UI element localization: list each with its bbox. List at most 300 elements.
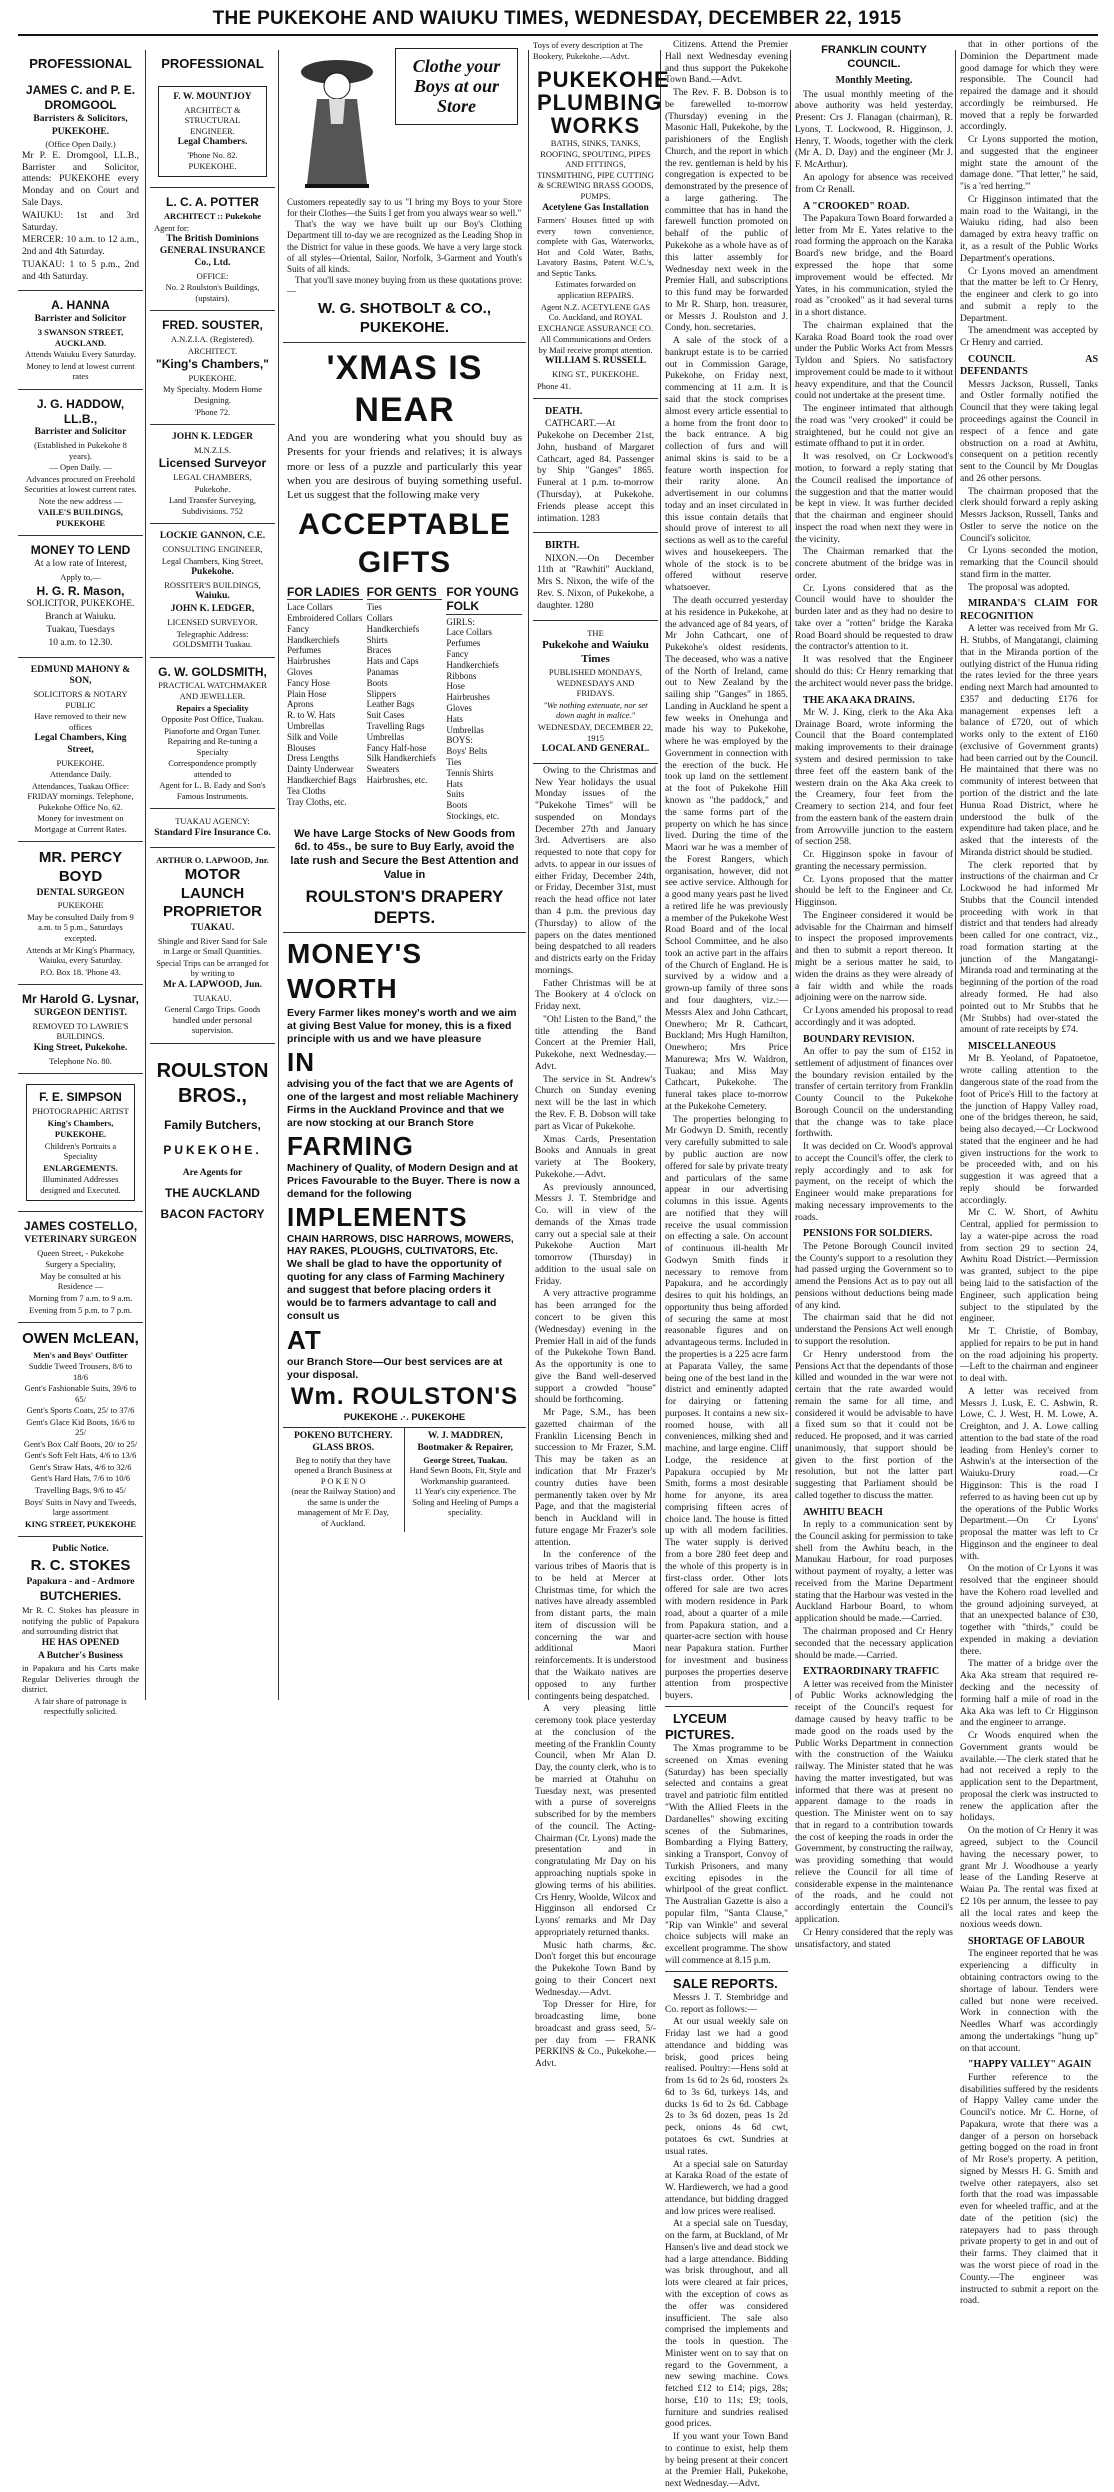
ad-ledger	[150, 425, 275, 524]
article-paragraph: Further reference to the disabilities suffered by the residents of Happy Valley came under the Council's notice. Mr C. Horne, of Papakura, wrote that there was a danger of a person on horseback getting bogged on the road in front of Mr Rose's property. A petition, signed by Messrs H. G. Smith and twelve other ratepayers, also set forth that the road was impassable even for wheeled traffic, and at the date of the petition (sic) the ratepayers had to pass through private property to get in and out of their farms. They claimed that it was the worst piece of road in the County.—The engineer was instructed to submit a report on the road.	[960, 2072, 1098, 2307]
ad-maddren	[405, 1428, 527, 1531]
notice-text: CATHCART.—At Pukekohe on December 21st, John, husband of Margaret Cathcart, aged 84. Passenger by Ship "Ganges" 1865. Funeral at 1 p.m. to-morrow (Thursday), at Pukekohe. Friends please accept this intimation. 1283	[537, 419, 654, 524]
ad-title: JOHN K. LEDGER	[171, 432, 254, 443]
gift-item: Sweaters	[366, 764, 400, 775]
article-paragraph: An apology for absence was received from Cr Renall.	[795, 173, 953, 195]
ad-line: Queen Street, - Pukekohe	[37, 1247, 124, 1258]
article-paragraph: The Papakura Town Board forwarded a letter from Mr E. Yates relative to the road forming the approach on the Karaka Board's new bridge, and the Board expressed the hope that some improvement would be effected. Mr Yates, in his communication, styled the road as "crooked" as it had several turns in a short distance.	[795, 213, 953, 319]
ad-title: JAMES C. and P. E. DROMGOOL	[25, 83, 136, 112]
article-paragraph: At a special sale on Tuesday, on the farm, at Buckland, of Mr Hansen's live and dead stock we had a large attendance. Bidding was brisk throughout, and all lots were cleared at fair prices, with the exception of cows as the offer was considered insufficient. The sale also comprised the implements and the tools in question. The Minister went on to say that on regard to the Government, a new sewing machine. Cows fetched £12 to £14; pigs, 28s; horse, £10 to 11s; £9; tools, furniture and sundries realised good prices.	[665, 2219, 788, 2430]
xmas-intro: And you are wondering what you should buy as Presents for your friends and relatives; it is always more or less of a puzzle and particularly this year when you are desirous of buying something useful. Let us suggest that the following make very	[287, 431, 522, 502]
column-council-continued	[960, 40, 1098, 2309]
ad-line: All Communications and Orders by Mail receive prompt attention.	[538, 334, 653, 355]
ad-line: ARCHITECT.	[187, 345, 238, 356]
article-paragraph: Mr T. Christie, of Bombay, applied for repairs to be put in hand on the road adjoining his property.—Left to the chairman and engineer to deal with.	[960, 1327, 1098, 1385]
ad-title: POKENO BUTCHERY.	[293, 1431, 393, 1442]
notice-text: NIXON.—On December 11th at "Rawhiti" Auckland, Mrs S. Nixon, the wife of the Rev. S. Nixon, of Pukekohe, a daughter. 1280	[537, 553, 654, 611]
roulston-drapery: ROULSTON'S DRAPERY DEPTS.	[305, 887, 504, 928]
gift-item: Plain Hose	[287, 688, 327, 699]
section-subheading: COUNCIL AS DEFENDANTS	[960, 353, 1098, 378]
ad-line: BATHS, SINKS, TANKS, ROOFING, SPOUTING, PIPES AND FITTINGS, TINSMITHING, PIPE CUTTING & SCREWING BRASS GOODS, PUMPS.	[537, 138, 654, 201]
gift-item: Embroidered Collars	[287, 612, 363, 623]
ad-line: ENLARGEMENTS.	[43, 1162, 118, 1173]
ad-title: F. W. MOUNTJOY	[173, 92, 252, 103]
ad-line: OFFICE:	[196, 270, 229, 281]
gift-list-gents	[367, 585, 443, 822]
gift-item: Dress Lengths	[287, 753, 339, 764]
gift-item: Braces	[366, 645, 392, 656]
council-report	[795, 90, 953, 1952]
section-subheading: THE AKA AKA DRAINS.	[803, 694, 915, 706]
ad-title: MONEY TO LEND	[30, 543, 131, 558]
ad-title: Mr Harold G. Lysnar,	[22, 992, 139, 1007]
ad-line: A Butcher's Business	[38, 1650, 123, 1661]
gift-item: BOYS:	[446, 735, 473, 746]
ad-line: P.O. Box 18. 'Phone 43.	[40, 966, 121, 977]
article-paragraph: On the motion of Cr Henry it was agreed, subject to the Council having the necessary power, to grant Mr J. Woodhouse a yearly lease of the Landing Reserve at Waiau Pa. The rental was fixed at £2 10s per annum, the lessee to pay all the local rates and keep the noxious weeds down.	[960, 1826, 1098, 1931]
gift-item: Hats	[446, 778, 463, 789]
ad-title: ROULSTON BROS.,	[156, 1059, 269, 1107]
ad-line: THE AUCKLAND	[165, 1185, 260, 1200]
gift-item: Suit Cases	[366, 710, 405, 721]
gift-item: Gloves	[287, 666, 313, 677]
ad-line: General Cargo Trips. Goods handled under personal supervision.	[164, 1004, 261, 1036]
article-paragraph: The chairman proposed and Cr Henry seconded that the necessary application should be made.—Carried.	[795, 1627, 953, 1661]
ad-line: "King's Chambers,"	[156, 357, 269, 372]
article-paragraph: Cr Higginson intimated that the main road to the Waitangi, in the Waiuku riding, had also been damaged by extra heavy traffic on it, as a result of the Public Works Department's operations.	[960, 194, 1098, 264]
article-paragraph: A very pleasing little ceremony took place yesterday at the conclusion of the meeting of the Franklin County Council, when Mr Alan D. Day, the county clerk, who is to be married at Otahuhu on Tuesday next, was presented with a purse of sovereigns subscribed for by the members of the council. The Acting-Chairman (Cr. Lyons) made the presentation and in congratulating Mr Day on his approaching nuptials spoke in glowing terms of his abilities. Crs Henry, Woolde, Wilcox and Higginson all endorsed Cr Lyons' remarks and Mr Day appropriately returned thanks.	[535, 1704, 656, 1938]
ad-line: Pianoforte and Organ Tuner. Repairing and Re-tuning a Specialty	[164, 725, 261, 757]
ad-line: Hand Sewn Boots, Fit, Style and Workmanship guaranteed.	[409, 1465, 521, 1486]
bottom-ads-row	[283, 1428, 526, 1531]
advt-line: Toys of every description at The Bookery, Pukekohe.—Advt.	[533, 40, 643, 61]
gift-item: Tray Cloths, etc.	[287, 796, 347, 807]
column-plumbing-local	[533, 40, 670, 2074]
moneys-worth-headline: MONEY'S WORTH	[287, 938, 423, 1005]
ad-line: George Street, Tuakau.	[423, 1454, 508, 1465]
article-paragraph: Cr. Lyons considered that as the Council would have to shoulder the burden later and as they had no desire to take over a "rotten" bridge the Karaka Road Board should be requested to draw the contractor's attention to it.	[795, 583, 953, 653]
gift-item: Shirts	[366, 634, 388, 645]
moneys-worth-in: IN	[287, 1046, 315, 1077]
ad-line: May be consulted Daily from 9 a.m. to 5 p.m., Saturdays excepted.	[27, 911, 134, 943]
ad-line: (near the Railway Station) and the same is under the management of Mr F. Day,	[291, 1486, 396, 1518]
gift-item: Silk and Voile Blouses	[287, 731, 338, 753]
ad-title: A. HANNA	[51, 298, 110, 313]
ad-line: P O K E N O	[320, 1475, 366, 1486]
section-subheading: EXTRAORDINARY TRAFFIC	[803, 1666, 940, 1678]
ad-dromgool	[18, 76, 143, 291]
ad-line: Note the new address —	[38, 495, 123, 506]
ad-line: CONSULTING ENGINEER,	[162, 544, 263, 555]
professional-column-1	[18, 52, 143, 1724]
ad-lapwood	[150, 848, 275, 1044]
gift-item: Tea Cloths	[287, 785, 326, 796]
gift-item: Hairbrushes	[446, 692, 490, 703]
article-paragraph: The Chairman remarked that the concrete abutment of the bridge was in order.	[795, 547, 953, 581]
gift-item: Panamas	[366, 666, 399, 677]
column-divider	[790, 50, 791, 1700]
ad-line: KING STREET, PUKEKOHE	[24, 1518, 137, 1529]
ad-line: Acetylene Gas Installation	[542, 202, 649, 213]
ad-line: LICENSED SURVEYOR.	[167, 617, 258, 628]
ad-line: Gent's Straw Hats, 4/6 to 32/6	[29, 1461, 132, 1472]
ad-line: Boys' Suits in Navy and Tweeds, large assortment	[24, 1496, 137, 1518]
ad-line: Gent's Soft Felt Hats, 4/6 to 13/6	[24, 1450, 137, 1461]
article-paragraph: At our usual weekly sale on Friday last we had a good attendance and bidding was brisk, good prices being realised. Poultry:—Hens sold at from 1s 6d to 2s 6d, roosters 2s 6d to 3s 6d, turkeys 14s, and ducks 1s 6d to 2s 6d. Cabbage 2s to 3s 6d dozen, peas 1s 2d peck, onions 4s 6d cwt, potatoes 6s cwt. Sundries at usual rates.	[665, 2017, 788, 2157]
gift-item: Umbrellas	[446, 724, 484, 735]
ad-line: Barristers & Solicitors,	[33, 113, 128, 124]
article-paragraph: Citizens. Attend the Premier Hall next Wednesday evening and thus support the Pukekohe Town Band.—Advt.	[665, 40, 788, 86]
ad-line: ARCHITECT & STRUCTURAL ENGINEER.	[184, 104, 241, 136]
ad-line: M.N.Z.I.S.	[193, 444, 232, 455]
ad-line: Mr A. LAPWOOD, Jun.	[162, 979, 263, 990]
ad-line: 10 a.m. to 12.30.	[48, 637, 113, 648]
section-heading: LOCAL AND GENERAL.	[541, 744, 650, 755]
ad-line: Attendance Daily.	[49, 769, 112, 780]
clothe-headline: Clothe your Boys at our Store	[395, 48, 518, 125]
ad-line: WILLIAM S. RUSSELL	[544, 356, 647, 367]
masthead-rule	[18, 34, 1098, 36]
ad-line: Branch at Waiuku.	[45, 612, 116, 623]
ad-mclean	[18, 1323, 143, 1537]
ad-title: Standard Fire Insurance Co.	[154, 827, 271, 838]
article-paragraph: The chairman said that he did not understand the Pensions Act well enough to support the resolution.	[795, 1313, 953, 1347]
farming-headline: FARMING	[287, 1131, 414, 1162]
ad-line: 3 SWANSON STREET, AUCKLAND.	[37, 326, 124, 348]
ad-line: Suddie Tweed Trousers, 8/6 to 18/6	[28, 1361, 133, 1382]
section-subheading: "HAPPY VALLEY" AGAIN	[968, 2059, 1092, 2071]
ad-line: Gent's Box Calf Boots, 20/ to 25/	[23, 1438, 138, 1449]
clothe-text: That's the way we have built up our Boy's Clothing Department till to-day we are recognized as the Leading Shop in the District for value in these goods. We have a very large stock of all styles—Oriental, Sailor, Norfolk, 3-Garment and Youth's Suits of all kinds.	[287, 219, 522, 274]
article-paragraph: Cr Lyons amended his proposal to read accordingly and it was adopted.	[795, 1006, 953, 1028]
ad-title: FRED. SOUSTER,	[162, 318, 263, 333]
ad-shotbolt-clothing	[283, 40, 526, 343]
gift-list-heading: FOR LADIES	[287, 585, 363, 600]
article-paragraph: A letter was received from the Minister of Public Works acknowledging the receipt of the Council's request for damage caused by heavy traffic to be made good on the roads used by the Public Works Department in connection with the construction of the Waiuku railway. The Minister stated that he was having the matter investigated, but was informed that there was at present no apparent damage to the roads in question. The Minister went on to say that in regard to a contribution towards the cost of keeping the roads in order the Government, by constructing the railway, was providing something that would relieve the Council for all time of considerable expense in the maintenance of the roads, and he could not accordingly entertain the Council's application.	[795, 1679, 953, 1925]
ad-line: Gent's Hard Hats, 7/6 to 10/6	[30, 1473, 131, 1484]
gift-item: Hats	[446, 713, 463, 724]
gift-item: Stockings, etc.	[446, 810, 500, 821]
article-paragraph: It was resolved that the Engineer should do this: Cr Henry remarking that the architect would never pass the bridge.	[795, 655, 954, 689]
gift-item: Slippers	[366, 688, 397, 699]
gift-item: Fancy Half-hose	[366, 742, 427, 753]
article-paragraph: Mr B. Yeoland, of Papatoetoe, wrote calling attention to the dangerous state of the road from the foot of Price's Hill to the factory at the junction of Happy Valley road, one of the bridges thereon, he said, being also decayed.—Cr Lockwood stated that the engineer and he had given instructions for the work to be proceeded with, and on his suggestion it was agreed that a reply should be forwarded accordingly.	[960, 1054, 1098, 1206]
ad-title: OWEN McLEAN,	[22, 1330, 139, 1348]
ad-line: Attendances, Tuakau Office: FRIDAY mornings. Telephone, Pukekohe Office No. 62.	[27, 780, 134, 812]
ad-title: LOCKIE GANNON, C.E.	[159, 531, 266, 542]
ad-line: Money to lend at lowest current rates	[26, 360, 135, 382]
ad-line: A.N.Z.I.A. (Registered).	[170, 334, 255, 344]
ad-line: HE HAS OPENED	[41, 1637, 120, 1648]
ad-line: Gent's Fashionable Suits, 39/6 to 65/	[24, 1383, 137, 1404]
ad-line: PUKEKOHE.	[54, 1129, 107, 1140]
paper-name: Pukekohe and Waiuku Times	[542, 639, 649, 665]
ad-title: MR. PERCY BOYD	[38, 849, 123, 886]
article-paragraph: Top Dresser for Hire, for broadcasting lime, bone broadcast and grass seed, 5/- per day from — FRANK PERKINS & Co., Pukekohe.—Advt.	[535, 2000, 656, 2070]
ad-title: MOTOR LAUNCH PROPRIETOR	[163, 866, 262, 921]
ad-line: SOLICITORS & NOTARY PUBLIC	[33, 689, 128, 710]
ad-title: J. G. HADDOW, LL.B.,	[36, 396, 125, 426]
ad-souster	[150, 311, 275, 425]
ad-line: Family Butchers,	[164, 1118, 261, 1133]
gift-item: Hats and Caps	[366, 656, 419, 667]
ad-line: Have removed to their new offices	[34, 711, 127, 732]
gift-list-ladies	[287, 585, 363, 822]
gift-item: Suits	[446, 789, 465, 800]
ad-line: My Specialty. Modern Home Designing.	[162, 384, 263, 405]
ad-title: G. W. GOLDSMITH,	[158, 664, 267, 679]
ad-costello	[18, 1212, 143, 1323]
article-paragraph: The properties belonging to Mr Godwyn D. Smith, recently very carefully submitted to sale by public auction are now offered for sale by private treaty and particulars of the same appear in our advertising columns in this issue. Agents are notified that they will receive the usual commission on effecting a sale. On account of continuous ill-health Mr Godwyn Smith finds it necessary to remove from Papakura, and he accordingly desires to quit his holdings, an opportunity thus being afforded of securing the same at most reasonable figures and on advantageous terms. Included in the properties is a 225 acre farm at Paparata Valley, the same being one of the best land in the district and eminently adapted for dairying or fattening purposes. It contains a new six-roomed house, with all conveniences, milking shed and machine, and large engine. Cliff Lodge, the residence at Papakura occupied by Mr Smith, forms a most desirable home for anyone, its area comprising fifteen acres of choice land. The house is fitted up with all modern facilities. The water supply is derived from a bore 280 feet deep and the whole of this property is in first-class order. Other lots offered for sale are two acres with modern residence in Park road, about a quarter of a mile from Papakura station, and a quarter-acre section with house near Papakura station. Further for investment and business purposes the properties deserve attention from prospective buyers.	[665, 1114, 788, 1702]
ad-title: PUKEKOHE PLUMBING WORKS	[537, 67, 670, 139]
ad-line: GLASS BROS.	[312, 1443, 375, 1454]
ad-line: PHOTOGRAPHIC ARTIST	[32, 1105, 129, 1116]
article-text: The Xmas programme to be screened on Xmas evening (Saturday) has been specially selected and contains a great travel and patriotic film entitled "With the Allied Fleets in the Dardanelles" showing exciting scenes of the Submarines, Bombarding a Flying Battery, sinking a Transport, Convoy of Turkish Prisoners, and many exciting episodes in the whirlpool of the great conflict. The Australian Gazette is also a popular film, "Santa Clause," "Rip van Winkle" and several choice subjects will make an excellent programme. The show will commence at 8.15 p.m.	[665, 1744, 788, 1966]
sale-reports	[665, 1971, 788, 2491]
ad-line: A fair share of patronage is respectfully solicited.	[34, 1695, 127, 1717]
ad-line: PUKEKOHE.	[51, 126, 110, 137]
article-paragraph: The matter of a bridge over the Aka Aka stream that required re-decking and the necessity of forming half a mile of road in the Aka Aka was left to Cr Higginson and the engineer to arrange.	[960, 1659, 1098, 1729]
article-paragraph: Cr Henry understood from the Pensions Act that the dependants of those killed and wounded in the war were not certain that the rate awarded would remain the same for all time, and considered it would be advisable to have a fixed sum so that it could not be reduced. He proposed, and it was carried unanimously, that support should be given to the first portion of the resolution, but not the latter part suggesting that Parliament should be called together to discuss the matter.	[795, 1349, 953, 1501]
article-paragraph: The death occurred yesterday at his residence in Pukekohe, at the advanced age of 84 years, of Mr John Cathcart, one of Pukekohe's oldest residents. The deceased, who was a native of the North of Ireland, came out to New Zealand by the sailing ship "Ganges" in 1865. Landing in Auckland he spent a few weeks in Onehunga and made his way to Pukekohe, where he was employed by the Government in connection with the erection of the buck. He took up land on the settlement at the foot of Pukekohe Hill known as "the paddock," and the same forms part of the property on which he has since lived. During the time of the Maori war he was a member of the Forest Rangers, which organisation, however, did not see active service. Although for a good many years past he lived a retired life he was previously a member of the Pukekohe West Road Board and of the local School Committee, and he also took an active part in the affairs of the Church of England. He is survived by a widow and a grown-up family of three sons and four daughters, viz.:—Messrs Alex and John Cathcart, Onewhero; Mr R. Cathcart, Buckland; Mrs Hugh Hamilton, Onewhero; Mrs Price Manurewa; Mrs W. Waldron, Tuakau; and Miss May Cathcart, Pukekohe. The funeral takes place to-morrow at the Pukekohe Cemetery.	[665, 595, 788, 1112]
ad-line: Telegraphic Address: GOLDSMITH Tuakau.	[172, 628, 253, 650]
paper-title-block	[533, 621, 658, 764]
gift-list-heading: FOR YOUNG FOLK	[446, 585, 522, 615]
gift-item: Silk Handkerchiefs	[366, 753, 436, 764]
notice-heading: BIRTH.	[545, 540, 580, 552]
article-paragraph: The Rev. F. B. Dobson is to be farewelled to-morrow (Thursday) evening in the Masonic Hall, Pukekohe, by the parishioners of the English Church, and the report in which the rev. gentleman is held by his congregation is expected to be demonstrated by the presence of a large gathering. The committee that has in hand the farewell function promoted on behalf of the public of Pukekohe as a whole have as of this latter assembly for Wednesday next week in the Premier Hall, and subscriptions to this fund may be forwarded to Mr R. Sharp, hon. treasurer, or Messrs J. Roulston and J. Condy, hon. secretaries.	[665, 88, 788, 334]
paper-line: THE	[587, 627, 604, 638]
ad-line: REMOVED TO LAWRIE'S BUILDINGS.	[32, 1020, 129, 1042]
section-subheading: SHORTAGE OF LABOUR	[968, 1936, 1085, 1948]
gift-item: Boys' Belts	[446, 746, 488, 757]
section-subheading: BOUNDARY REVISION.	[803, 1033, 915, 1045]
ad-line: (Office Open Daily.)	[45, 139, 116, 150]
article-title: FRANKLIN COUNTY COUNCIL.	[821, 44, 927, 70]
article-paragraph: Mr C. W. Short, of Awhitu Central, applied for permission to lay a water-pipe across the road from section 29 to section 24, Awhitu Road District.—Permission was granted, subject to the pipe being laid to the satisfaction of the Engineer, such application being subject to the stipulated by the engineer.	[960, 1208, 1098, 1325]
ad-line: Opposite Post Office, Tuakau.	[161, 714, 264, 725]
ad-line: 'Phone 72.	[194, 406, 231, 417]
ad-mountjoy	[150, 76, 275, 188]
ad-line: PUKEKOHE.	[56, 757, 105, 768]
ad-title: L. C. A. POTTER	[166, 195, 259, 210]
article-paragraph: An offer to pay the sum of £152 in settlement of adjustment of finances over the boundary revision entailed by the transfer of certain territory from Franklin County Council to the Pukekohe Borough Council on the understanding that the change was to take place forthwith.	[795, 1047, 953, 1140]
ad-line: Bootmaker & Repairer,	[417, 1443, 514, 1454]
ad-line: 'Phone No. 82. PUKEKOHE.	[187, 150, 238, 171]
gift-item: Boots	[366, 677, 388, 688]
ad-line: TUAKAU.	[190, 922, 235, 933]
ad-line: Licensed Surveyor	[158, 456, 267, 471]
article-paragraph: The engineer reported that he was experiencing a difficulty in obtaining contractors owing to the shortage of labour. Tenders were called but none were received. Work in connection with the Needles Wharf was accordingly among the undertakings "hung up" on that account.	[960, 1949, 1098, 2054]
moneys-worth-text: advising you of the fact that we are Agents of one of the largest and most reliable Machinery Firms in the Auckland Province and that we are now stocking at our Branch Store	[287, 1078, 519, 1130]
gift-item: Tennis Shirts	[446, 767, 494, 778]
roulston-location: PUKEKOHE .·. PUKEKOHE	[343, 1411, 466, 1423]
ad-line: KING ST., PUKEKOHE.	[552, 368, 639, 379]
ad-line: Papakura - and - Ardmore	[26, 1576, 135, 1587]
gift-item: Ties	[366, 602, 382, 613]
ad-line: PUKEKOHE	[57, 900, 104, 911]
ad-line: Waiuku.	[195, 591, 230, 602]
ad-line: Gent's Glace Kid Boots, 16/6 to 25/	[26, 1416, 135, 1438]
local-news-list	[533, 764, 658, 2074]
ad-xmas-gifts	[283, 343, 526, 934]
gift-item: Perfumes	[446, 638, 481, 649]
column-divider	[278, 50, 279, 1700]
ad-line: PUKEKOHE.	[188, 372, 237, 383]
ad-line: Pukekohe.	[194, 483, 231, 494]
ad-line: 11 Year's city experience. The Soling and Heeling of Pumps a speciality.	[412, 1486, 519, 1518]
article-paragraph: Cr. Lyons proposed that the matter should be left to the Engineer and Cr. Higginson.	[795, 874, 953, 909]
council-report-continued	[960, 40, 1098, 2308]
ad-pokeno-butchery	[283, 1428, 405, 1531]
ad-line: VETERINARY SURGEON	[24, 1235, 137, 1246]
ad-line: BUTCHERIES.	[39, 1589, 122, 1604]
center-advertising-column	[283, 40, 526, 1532]
article-paragraph: Cr Lyons supported the motion, and suggested that the engineer might state the amount of the damage done. "That letter," he said, "is a 'red herring.'"	[960, 135, 1098, 193]
ad-line: VAILE'S BUILDINGS, PUKEKOHE	[38, 507, 123, 528]
article-paragraph: "Oh! Listen to the Band," the title attending the Band Concert at the Premier Hall, Pukekohe, next Wednesday.—Advt.	[535, 1014, 656, 1072]
gift-item: Fancy Handkerchiefs	[287, 623, 340, 645]
section-heading: PROFESSIONAL	[29, 56, 132, 71]
ad-line: Telephone No. 80.	[49, 1055, 112, 1066]
ad-line: Are Agents for	[182, 1168, 243, 1179]
article-paragraph: The chairman explained that the Karaka Road Board took the road over under the Public Works Act from Messrs Tyldon and Spiers. No satisfactory improvement could be made to it without heavy expenditure, and that the Council could not undertake at the present time.	[795, 320, 953, 402]
article-paragraph: The Petone Borough Council invited the County's support to a resolution they had passed urging the Government so to amend the Pensions Act as to pay out all pensions without deductions being made of any kind.	[795, 1241, 953, 1311]
article-paragraph: Father Christmas will be at The Bookery at 4 o'clock on Friday next.	[535, 978, 656, 1013]
article-paragraph: The proposal was adopted.	[968, 582, 1070, 593]
clothe-text: That you'll save money buying from us these quotations prove:—	[287, 275, 522, 297]
ad-line: H. G. R. Mason,	[36, 583, 125, 598]
ad-line: BACON FACTORY	[160, 1206, 265, 1221]
ad-line: Repairs a Speciality	[176, 702, 249, 713]
ad-line: ARTHUR O. LAPWOOD, Jnr.	[156, 854, 269, 865]
moneys-worth-text: Machinery of Quality, of Modern Design and at Prices Favourable to the Buyer. There is now a demand for the following	[287, 1162, 520, 1201]
gift-item: Hose	[446, 681, 465, 692]
article-paragraph: Xmas Cards, Presentation Books and Annuals in great variety at The Bookery, Pukekohe.—Advt.	[535, 1134, 656, 1180]
article-paragraph: The engineer intimated that although the road was "very crooked" it could be straightened, but he could not give an estimate offhand to put it in order.	[795, 404, 953, 450]
gift-item: Handkerchief Bags	[287, 774, 357, 785]
gift-item: Hairbrushes, etc.	[366, 774, 428, 785]
ad-line: Estimates forwarded on application REPAIRS.	[555, 279, 636, 301]
article-paragraph: In the conference of the various tribes of Maoris that is to be held at Mercer at Christmas time, for which the natives have already assembled from distant parts, the main item of discussion will be concerning the war and additional Maori reinforcements. It is understood that the Waikato natives are opposed to any further contingents being despatched.	[535, 1550, 656, 1702]
ad-line: Morning from 7 a.m. to 9 a.m.	[28, 1292, 133, 1303]
article-paragraph: In reply to a communication sent by the Council asking for permission to take shell from the Awhitu beach, in the Manukau Harbour, for road purposes without payment of royalty, a letter was received from the Marine Department stating that the Harbour was vested in the Auckland Harbour Board, to whom application should be made.—Carried.	[795, 1520, 953, 1625]
ad-line: Land Transfer Surveying, Subdivisions. 752	[168, 495, 257, 516]
article-paragraph: At a special sale on Saturday at Karaka Road of the estate of W. Hardiewerch, we had a good attendance, but bidding dragged and low prices were realised.	[665, 2159, 788, 2217]
notice-heading: DEATH.	[545, 406, 583, 418]
article-paragraph: A sale of the stock of a bankrupt estate is to be carried out in Commission Garage, Pukekohe, on Friday next, commencing at 11 a.m. It is said that the stock comprises almost every article essential to a home from the front door to the back entrance. A big collection of furs and will animal skins is said to be a feature worth inspection for their rarity alone. An advertisement in our columns today and an inset circulated in this issue contain details that should prove of interest to all sections as well as to the careful wives and housekeepers. The whole of the stock is to be offered without reserve whatsoever.	[665, 336, 788, 594]
gift-item: Leather Bags	[366, 699, 415, 710]
ad-line: King's Chambers,	[47, 1117, 114, 1128]
article-paragraph: A letter was received from Messrs J. Lusk, E. C. Ashwin, R. Lowe, C. J. West, H. M. Lowe, A. Creighton, and J. A. Lowe calling attention to the bad state of the road leading from Henley's corner to Ashwin's at the intersection of the Waiuku-Drury road.—Cr Higginson: This is the road I referred to as having been cut up by the operations of the Public Works Department.—On Cr Lyons' proposal the matter was left to Cr Higginson and the engineer to deal with.	[960, 1386, 1098, 1562]
ad-title: JAMES COSTELLO,	[23, 1219, 138, 1234]
ad-line: Attends Waiuku Every Saturday.	[25, 349, 136, 360]
ad-line: Public Notice.	[52, 1544, 109, 1555]
ad-mahony	[18, 658, 143, 843]
article-paragraph: It was resolved, on Cr Lockwood's motion, to forward a reply stating that the Council realised the importance of the suggestion and that the matter would be kept in view. It was further decided that the chairman and engineer should inspect the road when next they were in the vicinity.	[795, 452, 953, 545]
gift-item: Gloves	[446, 702, 472, 713]
ad-boyd	[18, 842, 143, 985]
gift-item: Umbrellas	[366, 731, 405, 742]
notice-birth	[533, 533, 658, 620]
article-paragraph: The amendment was accepted by Cr Henry and carried.	[960, 326, 1098, 349]
ad-line: Advances procured on Freehold Securities at lowest current rates.	[24, 473, 137, 495]
ad-tuakau-agency	[150, 809, 275, 847]
ad-title: W. J. MADDREN,	[427, 1431, 503, 1442]
ad-plumbing-works	[533, 61, 670, 399]
ad-title: F. E. SIMPSON	[39, 1090, 122, 1105]
column-local-news	[665, 40, 788, 2492]
gift-item: R. to W. Hats	[287, 710, 336, 721]
article-paragraph: Cr. Higginson spoke in favour of granting the necessary permission.	[795, 850, 953, 872]
paper-date: WEDNESDAY, DECEMBER 22, 1915	[537, 721, 654, 743]
article-paragraph: If you want your Town Band to continue to exist, help them by being present at their concert at the Premier Hall, Pukekohe, next Wednesday.—Advt.	[665, 2432, 788, 2490]
gift-item: Perfumes	[287, 645, 321, 656]
gift-item: Fancy Hose	[287, 677, 330, 688]
gift-item: Ties	[446, 756, 462, 767]
ad-line: May be consulted at his Residence —	[40, 1270, 121, 1292]
ad-line: At a low rate of Interest,	[34, 559, 127, 570]
implements-headline: IMPLEMENTS	[287, 1202, 468, 1233]
ad-mason	[18, 536, 143, 657]
ad-haddow	[18, 390, 143, 537]
gift-item: Lace Collars	[446, 627, 493, 638]
column-divider	[145, 50, 146, 1700]
article-paragraph: Owing to the Christmas and New Year holidays the usual Monday issues of the "Pukekohe Times" will be suspended on Mondays December 27th and January 3rd. Advertisers are also requested to note that copy for advts. to appear in our issues of either Friday, December 24th, or Friday, December 31st, must reach the head office not later than 4 p.m. the previous day (Thursday) to allow of the papers on the dates mentioned being despatched to all readers and districts early on the Friday mornings.	[535, 765, 656, 976]
article-paragraph: The usual monthly meeting of the above authority was held yesterday. Present: Crs J. Flanagan (chairman), R. Lyons, T. Lockwood, R. Higginson, J. Henry, T. Woods, together with the clerk (Mr A. D. Day) and the engineer (Mr J. F. McArthur).	[795, 89, 953, 171]
ad-line: Phone 41.	[537, 380, 571, 391]
ad-line: SURGEON DENTIST.	[34, 1007, 127, 1018]
moneys-worth-text: Every Farmer likes money's worth and we aim at giving Best Value for money, this is a fixed principle with us and we have pleasure	[287, 1006, 517, 1045]
moneys-worth-at: AT	[287, 1324, 322, 1355]
column-county-council	[795, 40, 953, 1952]
article-paragraph: The service in St. Andrew's Church on Sunday evening next will be the last in which the Rev. F. B. Dobson will take part as Vicar of Pukekohe.	[535, 1074, 656, 1132]
ad-line: JOHN K. LEDGER,	[170, 604, 255, 615]
moneys-worth-text: our Branch Store—Our best services are at your disposal.	[287, 1355, 503, 1381]
ad-line: Agent for:	[154, 222, 190, 233]
ad-line: The British Dominions GENERAL INSURANCE Co., Ltd.	[159, 234, 266, 268]
gift-item: Boots	[446, 800, 468, 811]
notice-death	[533, 399, 658, 533]
section-subheading: PENSIONS FOR SOLDIERS.	[803, 1228, 933, 1240]
article-paragraph: As previously announced, Messrs J. T. Stembridge and Co. will in view of the demands of the Xmas trade carry out a special sale at their Pukekohe Auction Mart tomorrow (Thursday) in addition to the usual sale on Friday.	[535, 1182, 656, 1287]
article-paragraph: that in other portions of the Dominion the Department made good damage for which they were responsible. The Council had repaired the damage and it should accordingly be reimbursed. He moved that a reply be forwarded accordingly.	[960, 40, 1098, 133]
ad-line: Barrister and Solicitor	[34, 427, 127, 438]
gift-lists	[287, 585, 522, 822]
ad-potter	[150, 188, 275, 311]
gift-list-heading: FOR GENTS	[367, 585, 443, 600]
article-paragraph: The clerk reported that by instructions of the chairman and Cr Lockwood he had informed Mr Stubbs that the Council intended proceeding with work in that district and that tenders had already been called for one contract, viz., road formation starting at the junction of the Mangatangi-Miranda road and terminating at the beginning of the portion of the road already formed. He had also pointed out to Mr Stubbs that he (Mr Stubbs) had over-stated the amount of rate receipts by £74.	[960, 860, 1098, 1036]
gift-item: Travelling Rugs	[366, 720, 425, 731]
gifts-headline: ACCEPTABLE GIFTS	[298, 508, 511, 579]
boys-illustration	[287, 44, 387, 194]
ad-line: Travelling Bags, 9/6 to 45/	[34, 1485, 127, 1496]
ad-line: Money for investment on Mortgage at Current Rates.	[34, 813, 127, 834]
gift-item: GIRLS:	[446, 616, 475, 627]
moneys-worth-text: We shall be glad to have the opportunity of quoting for any class of Farming Machinery and suggest that before placing orders it would be to farmers advantage to call and consult us	[287, 1258, 505, 1323]
ad-goldsmith	[150, 658, 275, 810]
ad-line: DENTAL SURGEON	[36, 887, 125, 898]
gift-item: Lace Collars	[287, 602, 333, 613]
article-paragraph: Cr Henry considered that the reply was unsatisfactory, and stated	[795, 1927, 953, 1950]
ad-line: Evening from 5 p.m. to 7 p.m.	[29, 1304, 132, 1315]
ad-line: Tuakau, Tuesdays	[46, 624, 115, 635]
article-paragraph: Mr Page, S.M., has been gazetted chairman of the Franklin Licensing Bench in succession to Mr Frazer, S.M. This may be taken as an indication that Mr Frazer's country duties have been permanently taken over by Mr Page, and that the magisterial bench in Auckland will in future engage Mr Frazer's sole attention.	[535, 1408, 656, 1548]
article-paragraph: A letter was received from Mr G. H. Stubbs, of Mangatangi, claiming that in the Miranda portion of the outlying district of the Hunua riding the rates levied for the three years ending next March had amounted to £357 and deducting £176 for management expenses left a balance of £720, out of which works only to the extent of £160 (exclusive of Government grants) had been carried out by the Council. He maintained that there was no community of interest between that portion of the district and the late Hunua Road District, where he understood the bulk of the expenditure had taken place, and he asked that the interests of the Miranda district should be studied.	[960, 624, 1098, 858]
gift-item: Fancy Handkerchiefs	[446, 648, 499, 670]
ad-line: Men's and Boys' Outfitter	[33, 1349, 128, 1360]
ad-line: ARCHITECT :: Pukekohe	[163, 211, 262, 222]
